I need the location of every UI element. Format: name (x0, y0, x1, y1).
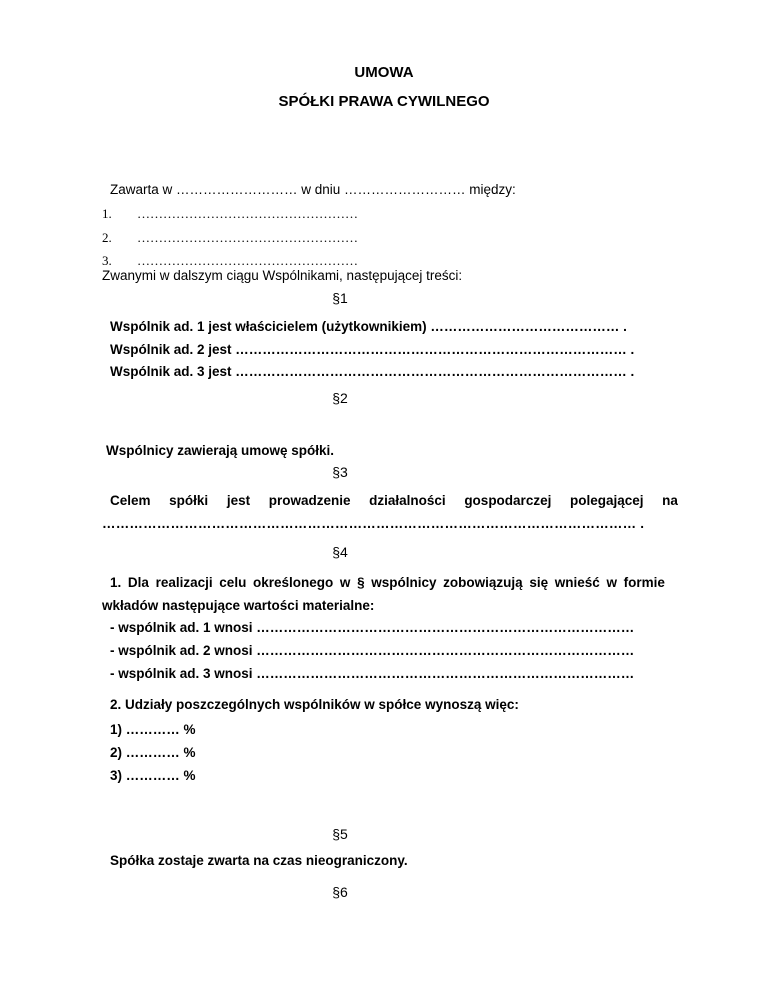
section-heading-4: §4 (332, 544, 348, 560)
s4-word: w (606, 575, 617, 590)
s3-word: polegającej (569, 493, 644, 508)
share-line: 2) ………… % (110, 745, 196, 760)
s3-word: działalności (369, 493, 446, 508)
s3-word: jest (226, 493, 251, 508)
s4-word: zobowiązują (443, 575, 523, 590)
s4-word: celu (219, 575, 247, 590)
intro-line: Zawarta w ……………………… w dniu ……………………… między: (110, 182, 516, 197)
s4-word: 1. (110, 575, 122, 590)
s3-word: spółki (169, 493, 209, 508)
s5-text: Spółka zostaje zwarta na czas nieograniczony. (110, 853, 408, 868)
section-heading-2: §2 (332, 390, 348, 406)
s1-line: Wspólnik ad. 1 jest właścicielem (użytkownikiem) …………………………………… . (110, 319, 627, 334)
s4-word: Dla (127, 575, 149, 590)
document-title: UMOWA (354, 64, 414, 81)
party-number: 3. (102, 253, 112, 268)
party-dots: …………………………………………… (137, 230, 358, 245)
s4-word: wnieść (554, 575, 600, 590)
s4-word: wspólnicy (371, 575, 437, 590)
s3-purpose-line (110, 493, 678, 508)
party-number: 2. (102, 230, 112, 245)
s4-word: § (357, 575, 365, 590)
s4-word: w (339, 575, 351, 590)
s4-word: się (529, 575, 549, 590)
s1-line: Wspólnik ad. 2 jest …………………………………………………………………………… . (110, 342, 635, 357)
section-heading-3: §3 (332, 464, 348, 480)
section-heading-1: §1 (332, 290, 348, 306)
s3-word: na (662, 493, 678, 508)
section-heading-5: §5 (332, 826, 348, 842)
s4-p2: 2. Udziały poszczególnych wspólników w spółce wynoszą więc: (110, 697, 519, 712)
s4-word: formie (623, 575, 665, 590)
document-subtitle: SPÓŁKI PRAWA CYWILNEGO (278, 93, 490, 110)
s3-word: gospodarczej (464, 493, 552, 508)
party-dots: …………………………………………… (137, 253, 358, 268)
contribution-line: - wspólnik ad. 2 wnosi ………………………………………………………………………… (110, 643, 635, 658)
contribution-line: - wspólnik ad. 3 wnosi ………………………………………………………………………… (110, 666, 635, 681)
party-number: 1. (102, 206, 112, 221)
s3-word: Celem (110, 493, 151, 508)
s1-line: Wspólnik ad. 3 jest …………………………………………………………………………… . (110, 364, 635, 379)
s3-dots: ……………………………………………………………………………………………………… . (102, 516, 645, 531)
s4-word: określonego (252, 575, 334, 590)
s3-word: prowadzenie (268, 493, 351, 508)
section-heading-6: §6 (332, 884, 348, 900)
party-dots: …………………………………………… (137, 206, 358, 221)
s4-word: realizacji (155, 575, 213, 590)
contribution-line: - wspólnik ad. 1 wnosi ………………………………………………………………………… (110, 620, 635, 635)
share-line: 3) ………… % (110, 768, 196, 783)
s4-p1-line2: wkładów następujące wartości materialne: (102, 598, 375, 613)
s4-p1-line1 (110, 575, 665, 590)
s2-text: Wspólnicy zawierają umowę spółki. (106, 443, 335, 458)
intro-closing: Zwanymi w dalszym ciągu Wspólnikami, następującej treści: (102, 268, 463, 283)
share-line: 1) ………… % (110, 722, 196, 737)
